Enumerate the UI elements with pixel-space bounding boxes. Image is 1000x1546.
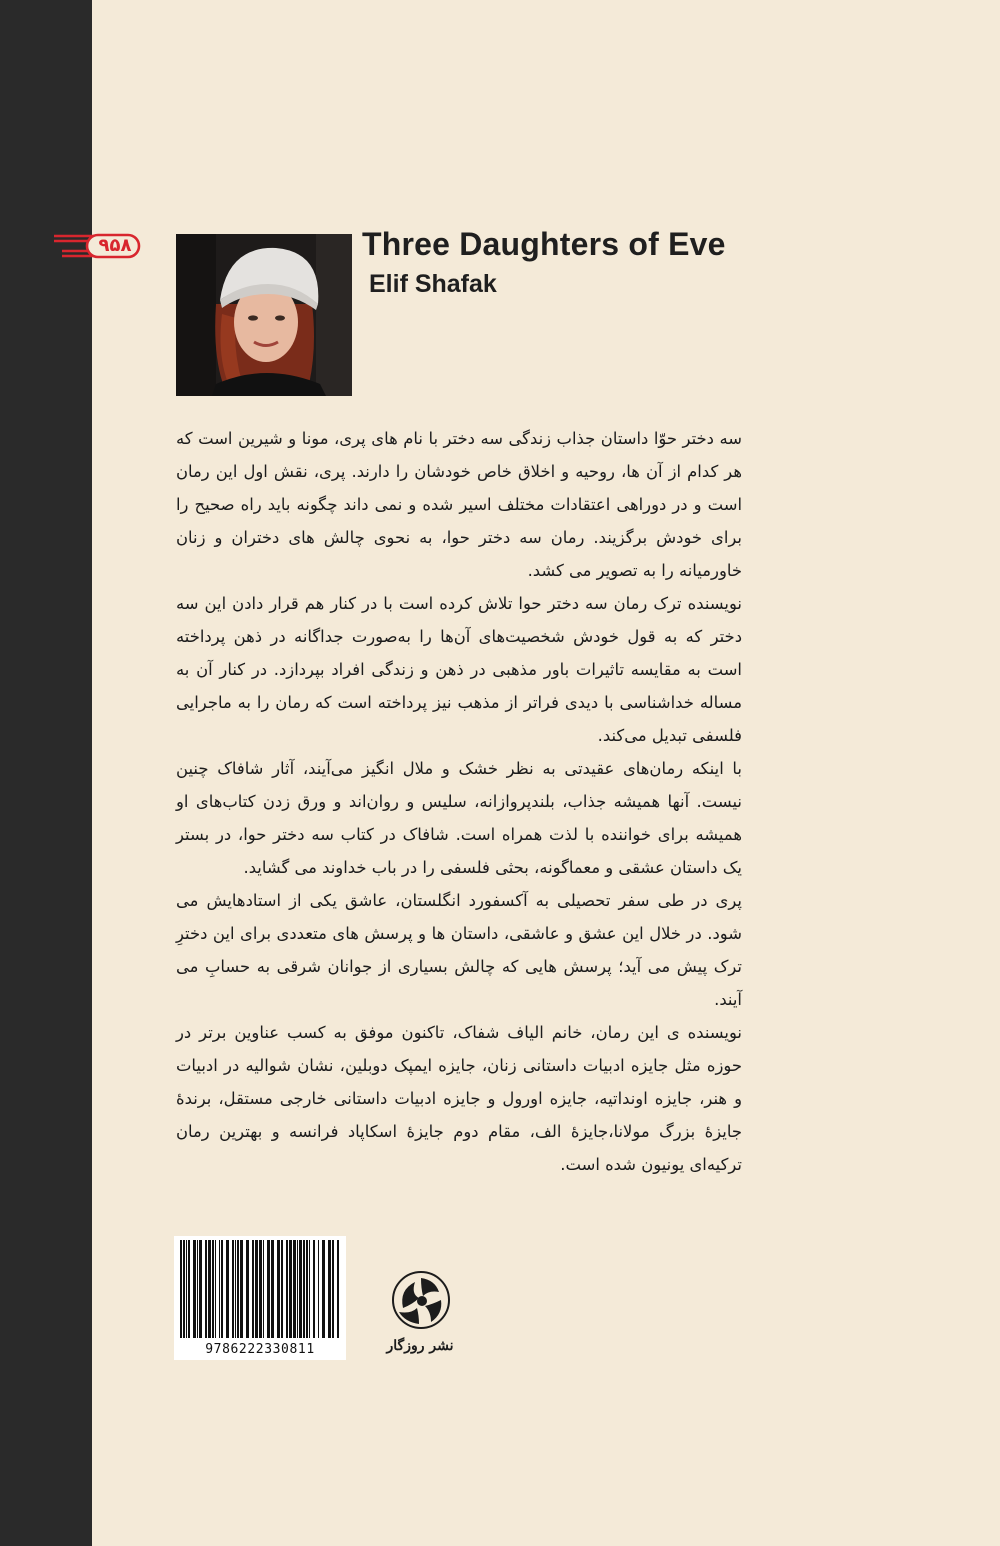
author-photo bbox=[176, 234, 352, 396]
blurb-paragraph: نویسنده ترک رمان سه دختر حوا تلاش کرده است با در کنار هم قرار دادن این سه دختر که به قول خودش شخصیت‌های آن‌ها را به‌صورت جداگانه در ذهن پرداخته است به مقایسه تاثیرات باور مذهبی در ذهن و زندگی افراد بپردازد. در کنار آن به مساله خداشناسی با دیدی فراتر از مذهب نیز پرداخته است که رمان را به ماجرایی فلسفی تبدیل می‌کند. bbox=[176, 594, 742, 745]
publisher-logo-icon bbox=[385, 1268, 457, 1332]
blurb-paragraph: با اینکه رمان‌های عقیدتی به نظر خشک و ملال انگیز می‌آیند، آثار شافاک چنین نیست. آنها همیشه جذاب، بلندپروازانه، سلیس و روان‌اند و ورق زدن کتاب‌های او همیشه برای خواننده با لذت همراه است. شافاک در کتاب سه دختر حوا، در بستر یک داستان عشقی و معماگونه، بحثی فلسفی را در باب خداوند می گشاید. bbox=[176, 759, 742, 877]
series-number-badge bbox=[50, 232, 142, 260]
blurb-paragraph: سه دختر حوّا داستان جذاب زندگی سه دختر با نام های پری، مونا و شیرین است که هر کدام از آن ها، روحیه و اخلاق خاص خودشان را دارند. پری، نقش اول این رمان است و در دوراهی اعتقادات مختلف اسیر شده و نمی داند چگونه باید راه صحیح را برای خودش برگزیند. رمان سه دختر حوا، به نحوی چالش های دختران و زنان خاورمیانه را به تصویر می کشد. bbox=[176, 429, 742, 580]
series-number: ۹۵۸ bbox=[98, 235, 132, 256]
book-title: Three Daughters of Eve bbox=[362, 226, 726, 262]
author-name: Elif Shafak bbox=[369, 270, 497, 298]
blurb-paragraph: نویسنده ی این رمان، خانم الیاف شفاک، تاکنون موفق به کسب عناوین برتر در حوزه مثل جایزه ادبیات داستانی زنان، جایزه ایمپک دوبلین، نشان شوالیه در ادبیات و هنر، جایزه اونداتیه، جایزه اورول و جایزه ادبیات داستانی خارجی مستقل، برندهٔ جایزهٔ بزرگ مولانا،جایزهٔ الف، مقام دوم جایزهٔ اسکاپاد فرانسه و بهترین رمان ترکیه‌ای یونیون شده است. bbox=[176, 1023, 742, 1174]
isbn-barcode bbox=[174, 1236, 346, 1360]
back-cover-blurb bbox=[176, 422, 742, 1181]
barcode-bars bbox=[174, 1236, 346, 1342]
isbn-number: 9786222330811 bbox=[205, 1342, 315, 1357]
publisher-name: نشر روزگار bbox=[386, 1338, 454, 1354]
blurb-paragraph: پری در طی سفر تحصیلی به آکسفورد انگلستان، عاشق یکی از استادهایش می شود. در خلال این عشق و عاشقی، داستان ها و پرسش های متعددی برای این دخترِ ترک پیش می آید؛ پرسش هایی که چالش بسیاری از جوانان شرقی به حسابِ می آیند. bbox=[176, 891, 742, 1009]
